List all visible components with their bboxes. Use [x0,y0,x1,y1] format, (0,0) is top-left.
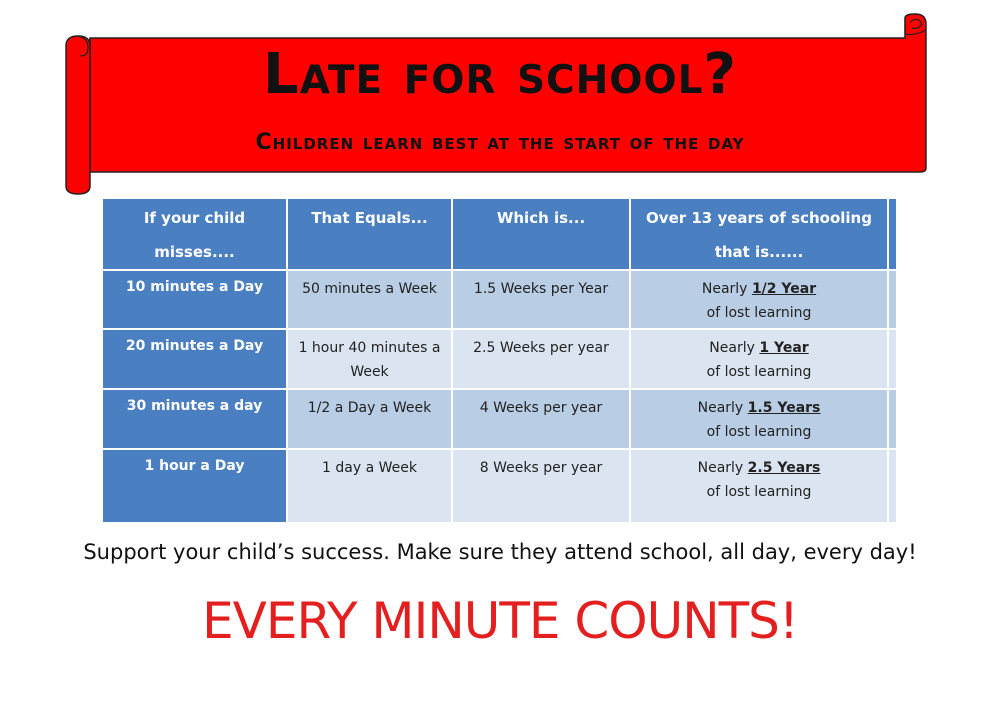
row-equals: 1 day a Week [287,449,452,523]
lost-learning-label: of lost learning [706,364,812,380]
row-which: 1.5 Weeks per Year [452,270,630,329]
row-misses: 30 minutes a day [102,389,287,449]
nearly-amount: 1.5 Years [747,400,821,416]
lost-learning-label: of lost learning [706,424,812,440]
header-spacer [888,198,897,270]
table-row [102,389,897,449]
row-spacer [888,449,897,523]
banner-title: Late for school? [263,42,737,107]
lost-learning-table [101,197,898,524]
row-spacer [888,329,897,389]
nearly-amount: 1 Year [759,340,809,356]
row-equals: 1 hour 40 minutes a Week [287,329,452,389]
banner-subtitle: Children learn best at the start of the day [255,130,745,155]
table-row [102,329,897,389]
nearly-prefix: Nearly [701,281,748,297]
header-misses: If your child misses.... [102,198,287,270]
nearly-prefix: Nearly [697,400,744,416]
support-message: Support your child’s success. Make sure they attend school, all day, every day! [83,540,917,564]
row-equals: 1/2 a Day a Week [287,389,452,449]
row-spacer [888,389,897,449]
header-over-13-years: Over 13 years of schooling that is...... [630,198,888,270]
header-which: Which is... [452,198,630,270]
row-which: 4 Weeks per year [452,389,630,449]
row-which: 8 Weeks per year [452,449,630,523]
row-equals: 50 minutes a Week [287,270,452,329]
nearly-amount: 2.5 Years [747,460,821,476]
nearly-prefix: Nearly [697,460,744,476]
header-equals: That Equals... [287,198,452,270]
row-misses: 1 hour a Day [102,449,287,523]
nearly-amount: 1/2 Year [751,281,817,297]
slogan: EVERY MINUTE COUNTS! [202,592,798,650]
row-over-13-years [630,270,888,329]
row-misses: 10 minutes a Day [102,270,287,329]
table-row [102,270,897,329]
lost-learning-label: of lost learning [706,484,812,500]
table-row [102,449,897,523]
row-misses: 20 minutes a Day [102,329,287,389]
row-over-13-years [630,329,888,389]
lost-learning-label: of lost learning [706,305,812,321]
nearly-prefix: Nearly [709,340,755,356]
row-over-13-years [630,449,888,523]
row-spacer [888,270,897,329]
row-which: 2.5 Weeks per year [452,329,630,389]
row-over-13-years [630,389,888,449]
